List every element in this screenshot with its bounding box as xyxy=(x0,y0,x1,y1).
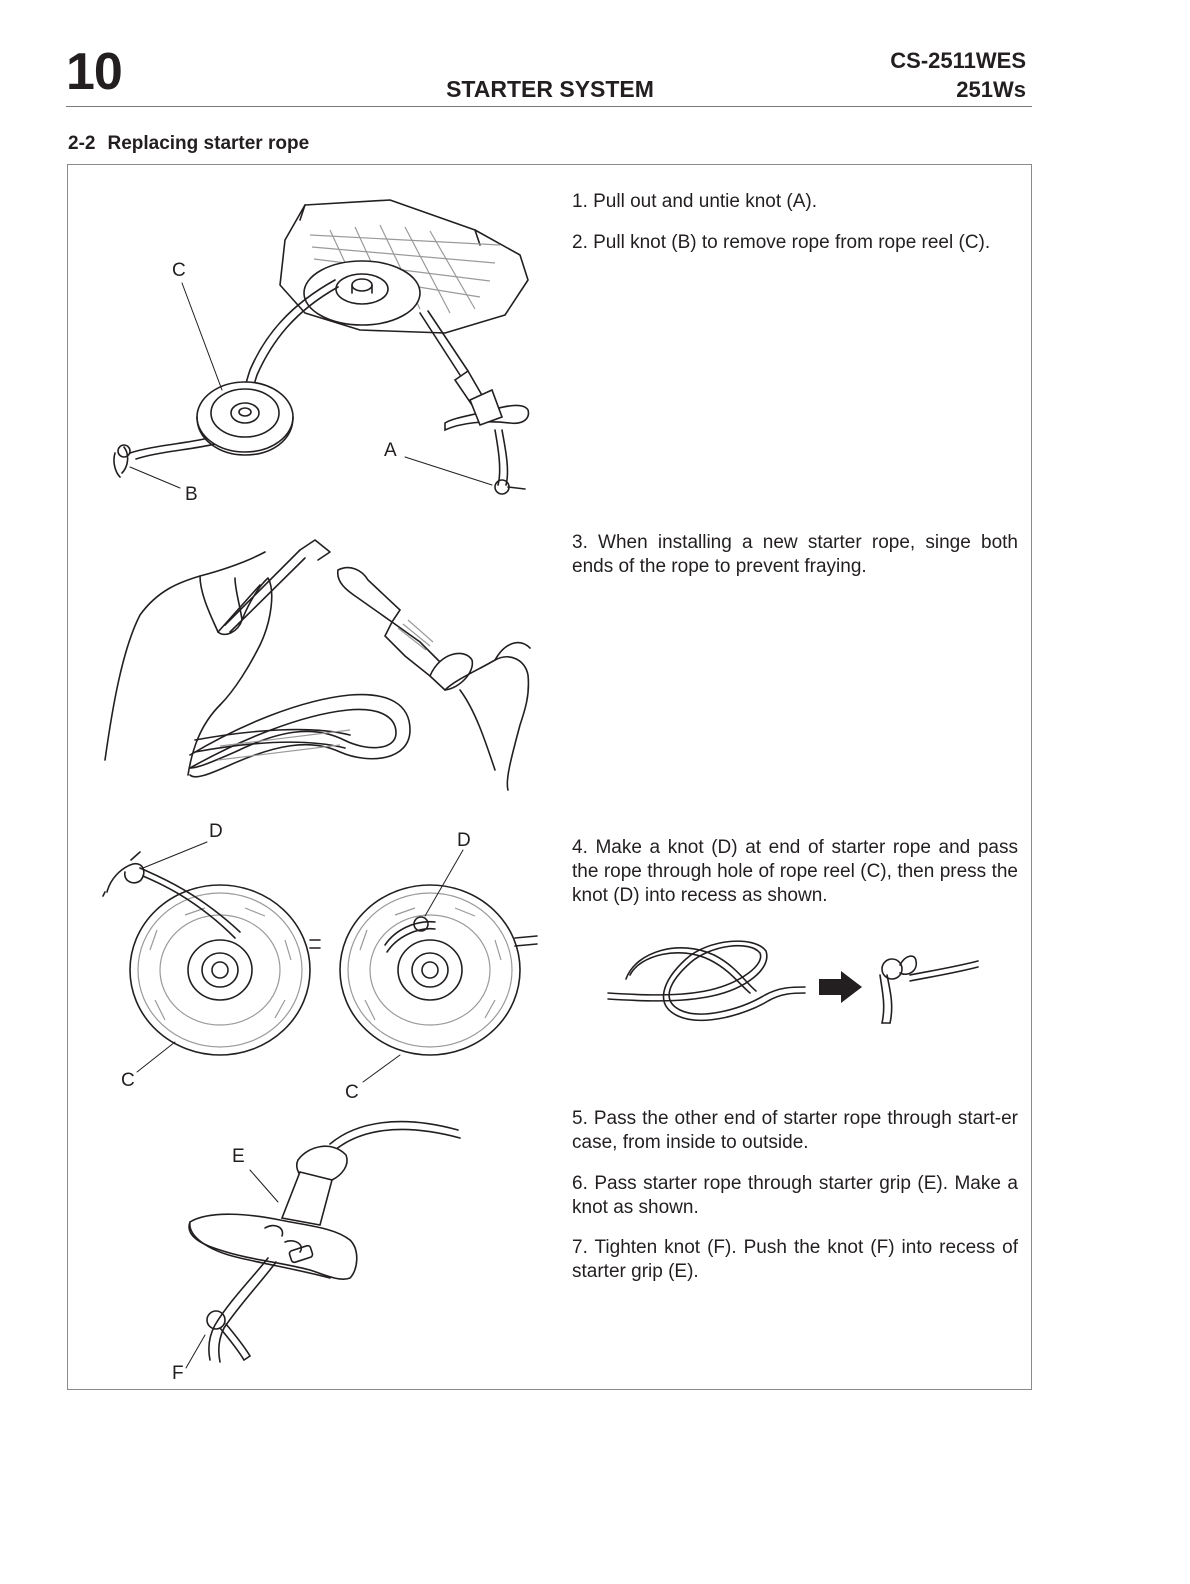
singe-rope-illustration xyxy=(100,530,540,800)
model-name-secondary: 251Ws xyxy=(956,77,1026,102)
step-6-text: 6. Pass starter rope through starter grip (E). Make a knot as shown. xyxy=(572,1173,1018,1218)
label-f-knot: F xyxy=(172,1363,184,1384)
label-d-knot-right: D xyxy=(457,830,471,851)
label-e-starter-grip: E xyxy=(232,1146,245,1167)
rope-reel-knot-illustration xyxy=(95,820,545,1110)
header-divider xyxy=(66,106,1032,107)
model-block xyxy=(890,46,1026,104)
knot-diagram xyxy=(600,935,990,1035)
label-a-knot: A xyxy=(384,440,397,461)
step-4-text: 4. Make a knot (D) at end of starter rope and pass the rope through hole of rope reel (C), then press the knot (D) into recess as shown. xyxy=(572,837,1018,906)
label-d-knot-left: D xyxy=(209,821,223,842)
subsection-title: Replacing starter rope xyxy=(107,133,310,154)
starter-assembly-illustration xyxy=(100,185,540,515)
section-title: STARTER SYSTEM xyxy=(446,76,654,102)
step-3-text: 3. When installing a new starter rope, singe both ends of the rope to prevent fraying. xyxy=(572,532,1018,577)
model-name-primary: CS-2511WES xyxy=(890,48,1026,73)
subsection-number: 2-2 xyxy=(68,133,96,154)
step-1-text: 1. Pull out and untie knot (A). xyxy=(572,191,818,212)
step-5-text: 5. Pass the other end of starter rope through start-er case, from inside to outside. xyxy=(572,1108,1018,1153)
label-b-knot: B xyxy=(185,484,198,505)
label-c-reel-left: C xyxy=(121,1070,135,1091)
label-c-rope-reel: C xyxy=(172,260,186,281)
step-2-text: 2. Pull knot (B) to remove rope from rope reel (C). xyxy=(572,232,991,253)
step-7-text: 7. Tighten knot (F). Push the knot (F) into recess of starter grip (E). xyxy=(572,1237,1018,1282)
starter-grip-illustration xyxy=(160,1110,480,1390)
subsection-heading xyxy=(68,133,309,155)
page-number: 10 xyxy=(66,43,122,101)
label-c-reel-right: C xyxy=(345,1082,359,1103)
